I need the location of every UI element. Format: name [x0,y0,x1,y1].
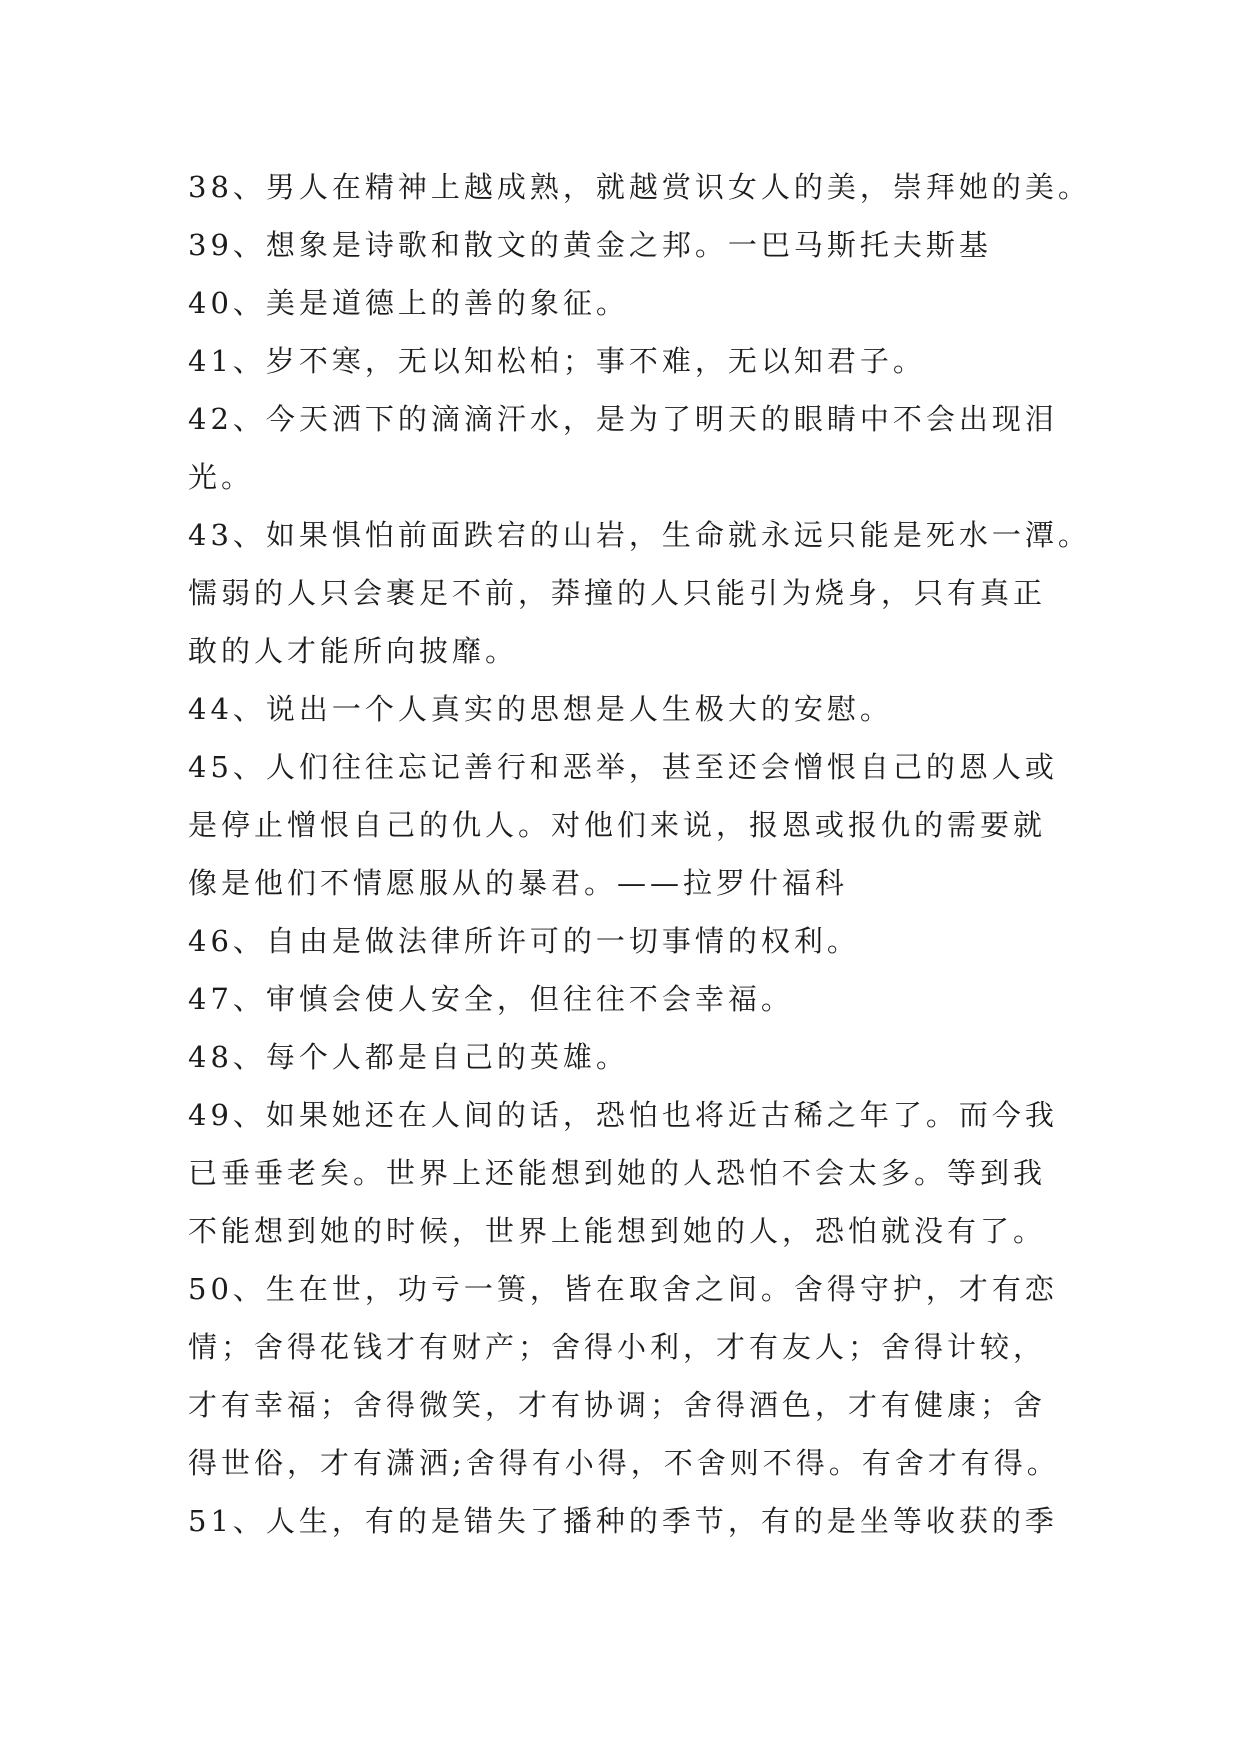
text-line: 47、审慎会使人安全，但往往不会幸福。 [188,982,794,1016]
text-line: 情；舍得花钱才有财产；舍得小利，才有友人；舍得计较， [188,1330,1047,1364]
text-line: 懦弱的人只会裹足不前，莽撞的人只能引为烧身，只有真正 [188,576,1047,610]
text-line: 39、想象是诗歌和散文的黄金之邦。一巴马斯托夫斯基 [188,228,992,262]
text-line: 42、今天洒下的滴滴汗水，是为了明天的眼睛中不会出现泪 [188,402,1058,436]
text-line: 才有幸福；舍得微笑，才有协调；舍得酒色，才有健康；舍 [188,1388,1047,1422]
text-line: 像是他们不情愿服从的暴君。——拉罗什福科 [188,866,849,900]
text-line: 光。 [188,460,255,494]
text-line: 得世俗，才有潇洒;舍得有小得，不舍则不得。有舍才有得。 [188,1446,1060,1480]
text-line: 43、如果惧怕前面跌宕的山岩，生命就永远只能是死水一潭。 [188,518,1091,552]
text-line: 50、生在世，功亏一篑，皆在取舍之间。舍得守护，才有恋 [188,1272,1058,1306]
text-line: 46、自由是做法律所许可的一切事情的权利。 [188,924,860,958]
text-line: 敢的人才能所向披靡。 [188,634,519,668]
text-line: 48、每个人都是自己的英雄。 [188,1040,629,1074]
text-line: 44、说出一个人真实的思想是人生极大的安慰。 [188,692,893,726]
text-line: 是停止憎恨自己的仇人。对他们来说，报恩或报仇的需要就 [188,808,1047,842]
text-line: 不能想到她的时候，世界上能想到她的人，恐怕就没有了。 [188,1214,1047,1248]
text-line: 40、美是道德上的善的象征。 [188,286,629,320]
text-line: 38、男人在精神上越成熟，就越赏识女人的美，崇拜她的美。 [188,170,1091,204]
text-line: 45、人们往往忘记善行和恶举，甚至还会憎恨自己的恩人或 [188,750,1058,784]
text-line: 已垂垂老矣。世界上还能想到她的人恐怕不会太多。等到我 [188,1156,1047,1190]
document-body [188,158,1091,1550]
text-line: 49、如果她还在人间的话，恐怕也将近古稀之年了。而今我 [188,1098,1058,1132]
text-line: 41、岁不寒，无以知松柏；事不难，无以知君子。 [188,344,926,378]
text-line: 51、人生，有的是错失了播种的季节，有的是坐等收获的季 [188,1504,1058,1538]
